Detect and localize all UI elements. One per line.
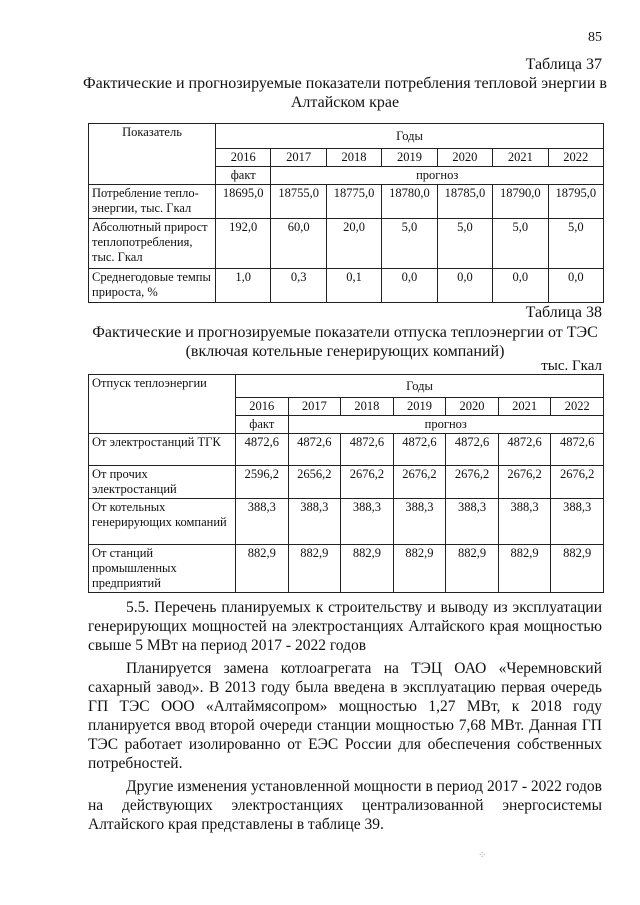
value-cell: 4872,6 bbox=[236, 434, 289, 466]
year-cell: 2018 bbox=[341, 398, 394, 416]
value-cell: 0,0 bbox=[493, 269, 548, 303]
value-cell: 4872,6 bbox=[498, 434, 551, 466]
value-cell: 0,0 bbox=[382, 269, 437, 303]
value-cell: 5,0 bbox=[548, 219, 603, 269]
value-cell: 4872,6 bbox=[551, 434, 604, 466]
table-row bbox=[89, 185, 604, 219]
year-cell: 2021 bbox=[493, 149, 548, 167]
year-cell: 2017 bbox=[288, 398, 341, 416]
year-cell: 2019 bbox=[382, 149, 437, 167]
table-row bbox=[89, 434, 604, 466]
table-38-title: Фактические и прогнозируемые показатели отпуска теплоэнергии от ТЭС (включая котельные генерирующих компаний) bbox=[92, 324, 598, 360]
value-cell: 18795,0 bbox=[548, 185, 603, 219]
table-row bbox=[89, 545, 604, 593]
value-cell: 882,9 bbox=[498, 545, 551, 593]
value-cell: 18755,0 bbox=[271, 185, 326, 219]
value-cell: 4872,6 bbox=[288, 434, 341, 466]
section-text bbox=[88, 598, 602, 834]
value-cell: 4872,6 bbox=[341, 434, 394, 466]
year-cell: 2022 bbox=[548, 149, 603, 167]
fact-cell: факт bbox=[216, 167, 271, 185]
value-cell: 1,0 bbox=[216, 269, 271, 303]
value-cell: 20,0 bbox=[326, 219, 381, 269]
fact-cell: факт bbox=[236, 416, 289, 434]
value-cell: 18775,0 bbox=[326, 185, 381, 219]
value-cell: 388,3 bbox=[498, 499, 551, 545]
value-cell: 0,0 bbox=[437, 269, 492, 303]
value-cell: 388,3 bbox=[288, 499, 341, 545]
value-cell: 0,0 bbox=[548, 269, 603, 303]
table-37-header-years: Годы bbox=[216, 124, 604, 149]
row-label: От котельных генерирующих компаний bbox=[89, 499, 236, 545]
value-cell: 882,9 bbox=[393, 545, 446, 593]
forecast-cell: прогноз bbox=[271, 167, 604, 185]
value-cell: 5,0 bbox=[382, 219, 437, 269]
value-cell: 18790,0 bbox=[493, 185, 548, 219]
table-38 bbox=[88, 374, 604, 593]
row-label: Потребление тепло-энергии, тыс. Гкал bbox=[89, 185, 216, 219]
value-cell: 4872,6 bbox=[446, 434, 499, 466]
table-row bbox=[89, 219, 604, 269]
value-cell: 2676,2 bbox=[551, 466, 604, 499]
value-cell: 882,9 bbox=[341, 545, 394, 593]
paragraph: Другие изменения установленной мощности в период 2017 - 2022 годов на действующих электростанциях централизованной энергосистемы Алтайского края представлены в таблице 39. bbox=[88, 778, 602, 833]
table-37 bbox=[88, 123, 604, 303]
value-cell: 388,3 bbox=[393, 499, 446, 545]
page-number: 85 bbox=[588, 30, 602, 45]
value-cell: 2676,2 bbox=[341, 466, 394, 499]
table-row bbox=[89, 269, 604, 303]
table-38-unit: тыс. Гкал bbox=[541, 358, 602, 374]
value-cell: 18695,0 bbox=[216, 185, 271, 219]
value-cell: 882,9 bbox=[236, 545, 289, 593]
value-cell: 2596,2 bbox=[236, 466, 289, 499]
table-37-label: Таблица 37 bbox=[525, 56, 602, 73]
value-cell: 2676,2 bbox=[498, 466, 551, 499]
year-cell: 2016 bbox=[236, 398, 289, 416]
value-cell: 0,3 bbox=[271, 269, 326, 303]
table-row bbox=[89, 499, 604, 545]
value-cell: 4872,6 bbox=[393, 434, 446, 466]
year-cell: 2016 bbox=[216, 149, 271, 167]
table-37-header-indicator: Показатель bbox=[89, 124, 216, 185]
value-cell: 882,9 bbox=[446, 545, 499, 593]
value-cell: 0,1 bbox=[326, 269, 381, 303]
row-label: Среднегодовые темпы прироста, % bbox=[89, 269, 216, 303]
value-cell: 5,0 bbox=[437, 219, 492, 269]
paragraph: Планируется замена котлоагрегата на ТЭЦ ОАО «Черемновский сахарный завод». В 2013 году была введена в эксплуатацию первая очередь ГП ТЭС ООО «Алтаймясопром» мощностью 1,27 МВт, к 2018 году планируется ввод второй очереди станции мощностью 7,68 МВт. Данная ГП ТЭС работает изолированно от ЕЭС России для обеспечения собственных потребностей. bbox=[88, 660, 602, 772]
table-row bbox=[89, 466, 604, 499]
scan-smudge: ⁘ bbox=[478, 850, 487, 861]
table-38-header-years: Годы bbox=[236, 375, 604, 398]
forecast-cell: прогноз bbox=[288, 416, 603, 434]
year-cell: 2017 bbox=[271, 149, 326, 167]
value-cell: 5,0 bbox=[493, 219, 548, 269]
year-cell: 2020 bbox=[437, 149, 492, 167]
section-heading: 5.5. Перечень планируемых к строительству и выводу из эксплуатации генерирующих мощностей на электростанциях Алтайского края мощностью свыше 5 МВт на период 2017 - 2022 годов bbox=[88, 599, 602, 654]
year-cell: 2020 bbox=[446, 398, 499, 416]
value-cell: 18785,0 bbox=[437, 185, 492, 219]
value-cell: 192,0 bbox=[216, 219, 271, 269]
year-cell: 2019 bbox=[393, 398, 446, 416]
year-cell: 2021 bbox=[498, 398, 551, 416]
year-cell: 2022 bbox=[551, 398, 604, 416]
value-cell: 2676,2 bbox=[393, 466, 446, 499]
value-cell: 388,3 bbox=[236, 499, 289, 545]
value-cell: 60,0 bbox=[271, 219, 326, 269]
row-label: От станций промышленных предприятий bbox=[89, 545, 236, 593]
table-37-title: Фактические и прогнозируемые показатели потребления тепловой энергии в Алтайском крае bbox=[83, 75, 607, 111]
row-label: Абсолютный прирост теплопотребления, тыс. Гкал bbox=[89, 219, 216, 269]
value-cell: 2656,2 bbox=[288, 466, 341, 499]
value-cell: 388,3 bbox=[341, 499, 394, 545]
row-label: От прочих электростанций bbox=[89, 466, 236, 499]
row-label: От электростанций ТГК bbox=[89, 434, 236, 466]
value-cell: 388,3 bbox=[551, 499, 604, 545]
value-cell: 18780,0 bbox=[382, 185, 437, 219]
year-cell: 2018 bbox=[326, 149, 381, 167]
table-38-label: Таблица 38 bbox=[525, 304, 602, 321]
table-38-header-indicator: Отпуск теплоэнергии bbox=[89, 375, 236, 434]
value-cell: 882,9 bbox=[551, 545, 604, 593]
value-cell: 388,3 bbox=[446, 499, 499, 545]
value-cell: 882,9 bbox=[288, 545, 341, 593]
value-cell: 2676,2 bbox=[446, 466, 499, 499]
